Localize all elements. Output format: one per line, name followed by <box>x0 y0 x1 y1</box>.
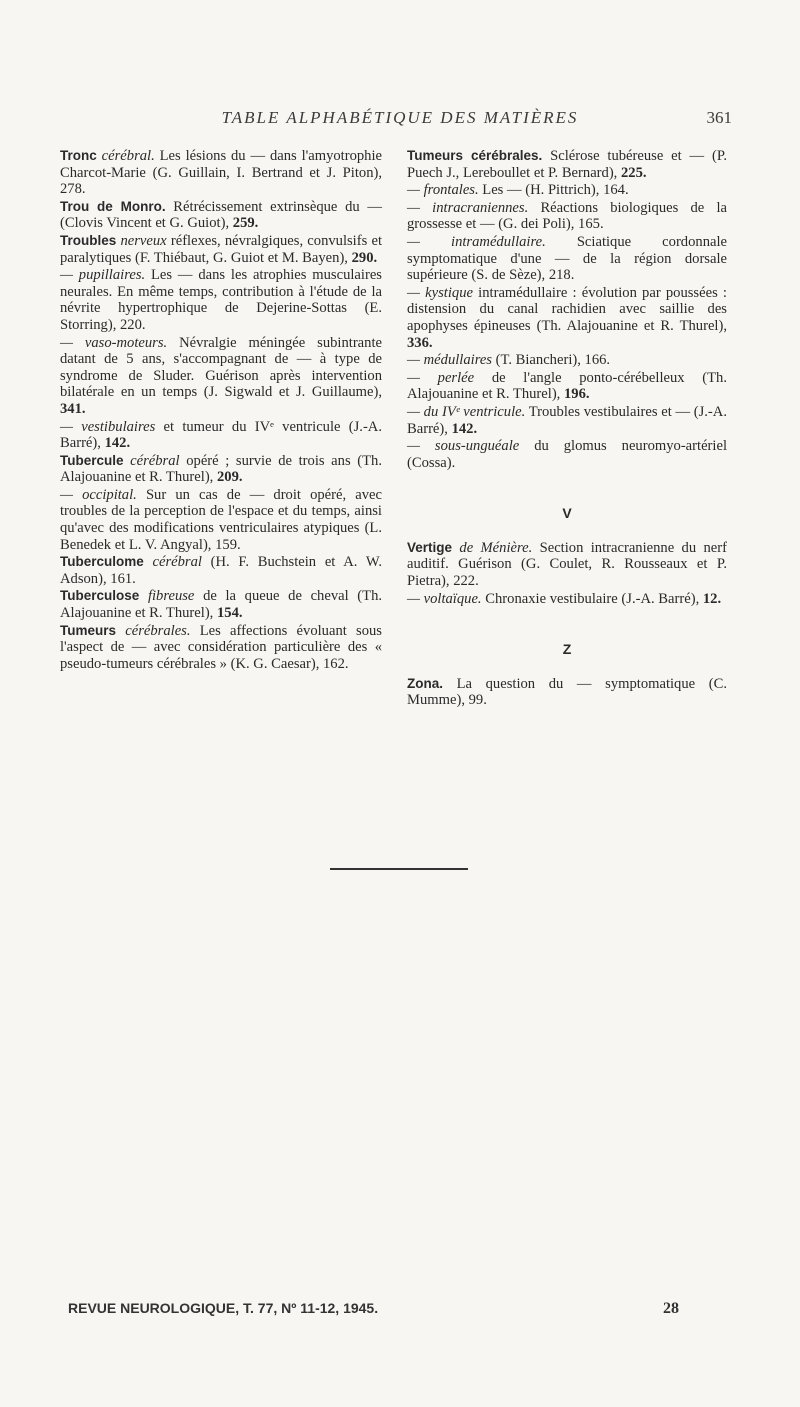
right-column <box>407 148 727 710</box>
sheet-number: 28 <box>663 1300 679 1317</box>
index-entry: — frontales. Les — (H. Pittrich), 164. <box>407 182 629 199</box>
index-entry: Vertige de Ménière. Section intracranienne du nerf auditif. Guérison (G. Coulet, R. Rousseaux et P. Pietra), 222. <box>407 539 727 590</box>
left-column <box>60 148 382 673</box>
journal-citation: REVUE NEUROLOGIQUE, T. 77, Nº 11-12, 1945. <box>68 1300 379 1316</box>
index-entry: Zona. La question du — symptomatique (C. Mumme), 99. <box>407 675 727 709</box>
index-entry: — voltaïque. Chronaxie vestibulaire (J.-A. Barré), 12. <box>407 590 722 607</box>
index-entry: — occipital. Sur un cas de — droit opéré, avec troubles de la perception de l'espace et du temps, ainsi qu'avec des modifications ventriculaires atypiques (L. Benedek et L. V. Angyal), 159. <box>60 486 382 553</box>
index-entry: — sous-unguéale du glomus neuromyo-artériel (Cossa). <box>407 438 727 471</box>
index-entry: — kystique intramédullaire : évolution par poussées : distension du canal rachidien avec saillie des apophyses épineuses (Th. Alajouanine et R. Thurel), 336. <box>407 284 727 351</box>
index-entry: — du IVᵉ ventricule. Troubles vestibulaires et — (J.-A. Barré), 142. <box>407 403 727 437</box>
index-entry: Tumeurs cérébrales. Les affections évoluant sous l'aspect de — avec considération particulière des « pseudo-tumeurs cérébrales » (K. G. Caesar), 162. <box>60 622 382 672</box>
index-entry: — intramédullaire. Sciatique cordonnale symptomatique d'une — de la région dorsale supérieure (S. de Sèze), 218. <box>407 233 727 284</box>
index-entry: — vestibulaires et tumeur du IVᵉ ventricule (J.-A. Barré), 142. <box>60 418 382 452</box>
separator-rule <box>330 868 468 870</box>
index-entry: Tumeurs cérébrales. Sclérose tubéreuse et — (P. Puech J., Lereboullet et P. Bernard), 225. <box>407 148 727 181</box>
index-entry: Tuberculome cérébral (H. F. Buchstein et A. W. Adson), 161. <box>60 554 382 587</box>
index-entry: Tuberculose fibreuse de la queue de cheval (Th. Alajouanine et R. Thurel), 154. <box>60 588 383 622</box>
index-entry: — vaso-moteurs. Névralgie méningée subintrante datant de 5 ans, s'accompagnant de — à type de syndrome de Sluder. Guérison après intervention bilatérale en un temps (J. Sigwald et J. Guillaume), 341. <box>60 334 382 417</box>
index-entry: — perlée de l'angle ponto-cérébelleux (Th. Alajouanine et R. Thurel), 196. <box>407 369 727 403</box>
section-letter-v: V <box>562 505 572 522</box>
index-entry: — intracraniennes. Réactions biologiques de la grossesse et — (G. dei Poli), 165. <box>407 199 727 233</box>
index-entry: Tubercule cérébral opéré ; survie de trois ans (Th. Alajouanine et R. Thurel), 209. <box>60 452 382 486</box>
running-header <box>0 108 800 136</box>
page-title: TABLE ALPHABÉTIQUE DES MATIÈRES <box>221 108 579 127</box>
index-entry: — pupillaires. Les — dans les atrophies musculaires neurales. En même temps, contribution à l'étude de la névrite hypertrophique de Dejerine-Sottas (E. Storring), 220. <box>60 267 382 333</box>
index-entry: Troubles nerveux réflexes, névralgiques, convulsifs et paralytiques (F. Thiébaut, G. Guiot et M. Bayen), 290. <box>60 232 383 266</box>
page-footer <box>68 1300 678 1316</box>
page-number: 361 <box>706 108 732 127</box>
section-letter-z: Z <box>562 641 572 658</box>
index-entry: Trou de Monro. Rétrécissement extrinsèque du — (Clovis Vincent et G. Guiot), 259. <box>60 198 382 232</box>
index-entry: — médullaires (T. Biancheri), 166. <box>407 352 611 369</box>
index-entry: Tronc cérébral. Les lésions du — dans l'amyotrophie Charcot-Marie (G. Guillain, I. Bertrand et J. Piton), 278. <box>60 148 383 198</box>
